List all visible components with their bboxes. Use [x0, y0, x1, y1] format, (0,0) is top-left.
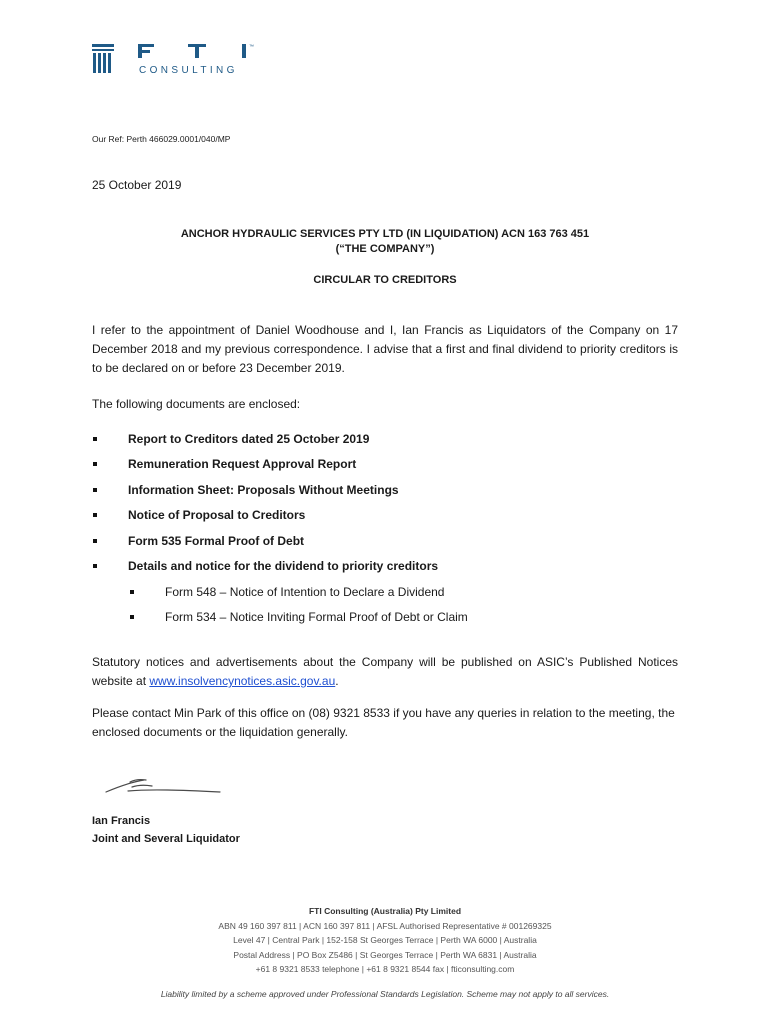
document-item: Remuneration Request Approval Report: [128, 456, 356, 472]
bullet-icon: [93, 437, 97, 441]
intro-paragraph: I refer to the appointment of Daniel Woodhouse and I, Ian Francis as Liquidators of the Company on 17 December 2018 and my previous correspondence. I advise that a first and final dividend to priority creditors is to be declared on or before 23 December 2019.: [92, 323, 678, 375]
logo-trademark: ™: [249, 44, 254, 50]
document-item: Report to Creditors dated 25 October 2019: [128, 431, 369, 447]
reference-number: Our Ref: Perth 466029.0001/040/MP: [92, 134, 231, 144]
letter-date: 25 October 2019: [92, 178, 182, 192]
footer-line: Postal Address | PO Box Z5486 | St Georges Terrace | Perth WA 6831 | Australia: [233, 949, 537, 960]
footer-line: Level 47 | Central Park | 152-158 St Georges Terrace | Perth WA 6000 | Australia: [233, 935, 537, 945]
bullet-icon: [93, 462, 97, 466]
bullet-icon: [93, 539, 97, 543]
signatory-block: [92, 812, 240, 848]
heading-company: ANCHOR HYDRAULIC SERVICES PTY LTD (IN LIQUIDATION) ACN 163 763 451: [180, 228, 590, 240]
signature-image: [100, 770, 230, 800]
fti-consulting-logo: [92, 42, 262, 76]
footer-disclaimer: Liability limited by a scheme approved under Professional Standards Legislation. Scheme may not apply to all services.: [160, 989, 610, 999]
enclosed-intro: The following documents are enclosed:: [92, 397, 301, 411]
bullet-icon: [93, 564, 97, 568]
letter-heading: [92, 227, 678, 257]
document-item: Form 535 Formal Proof of Debt: [128, 533, 304, 549]
document-item: Information Sheet: Proposals Without Meetings: [128, 482, 399, 498]
signatory-title: Joint and Several Liquidator: [92, 833, 240, 845]
bullet-icon: [130, 615, 134, 619]
signatory-name: Ian Francis: [92, 815, 151, 827]
notices-paragraph: Statutory notices and advertisements about the Company will be published on ASIC’s Published Notices website at www.insolvencynotices.asic.gov.au.: [92, 655, 678, 688]
footer-company: FTI Consulting (Australia) Pty Limited: [308, 906, 462, 916]
heading-alias: (“THE COMPANY”): [335, 243, 435, 255]
sub-document-item: Form 534 – Notice Inviting Formal Proof of Debt or Claim: [165, 609, 468, 625]
document-item: Notice of Proposal to Creditors: [128, 507, 305, 523]
logo-tagline: CONSULTING: [139, 65, 238, 76]
bullet-icon: [93, 513, 97, 517]
document-item: Details and notice for the dividend to priority creditors: [128, 558, 438, 574]
letter-subheading: CIRCULAR TO CREDITORS: [313, 274, 457, 286]
bullet-icon: [93, 488, 97, 492]
contact-paragraph: Please contact Min Park of this office on (08) 9321 8533 if you have any queries in relation to the meeting, the enclosed documents or the liquidation generally.: [92, 706, 675, 739]
footer-line: ABN 49 160 397 811 | ACN 160 397 811 | AFSL Authorised Representative # 001269325: [218, 920, 552, 931]
notices-website-link[interactable]: www.insolvencynotices.asic.gov.au: [149, 674, 336, 688]
bullet-icon: [130, 590, 134, 594]
footer: [0, 904, 770, 977]
footer-line: +61 8 9321 8533 telephone | +61 8 9321 8544 fax | fticonsulting.com: [255, 964, 515, 974]
sub-document-item: Form 548 – Notice of Intention to Declare a Dividend: [165, 584, 444, 600]
